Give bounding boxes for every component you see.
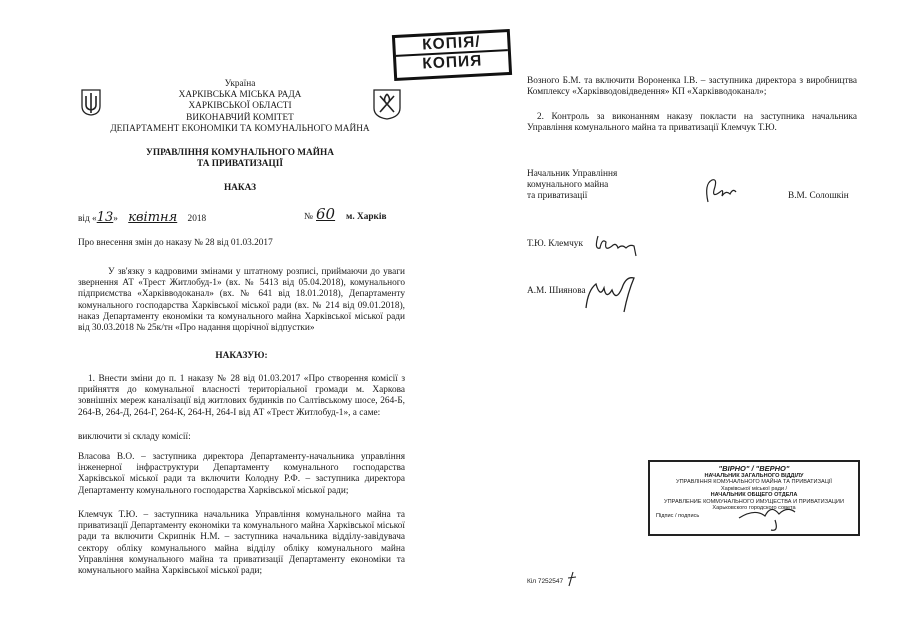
order-number: 60 bbox=[316, 205, 336, 223]
number-prefix: № bbox=[304, 212, 313, 222]
copy-stamp-line2: КОПИЯ bbox=[396, 49, 509, 74]
date-prefix: від « bbox=[78, 214, 97, 224]
approver-klemchuk: Т.Ю. Клемчук bbox=[527, 239, 583, 249]
item-2: 2. Контроль за виконанням наказу покласти на заступника начальника Управління комунального майна та приватизації Клемчук Т.Ю. bbox=[527, 112, 857, 134]
order-word: НАКАЗУЮ: bbox=[215, 351, 268, 361]
footer-signature bbox=[565, 570, 579, 588]
verify-line4: НАЧАЛЬНИК ОБЩЕГО ОТДЕЛА bbox=[710, 492, 798, 499]
verify-sign-label: Підпис / подпись bbox=[656, 513, 700, 520]
head-signature bbox=[700, 176, 740, 206]
verify-signature bbox=[735, 498, 805, 534]
verify-line1: НАЧАЛЬНИК ЗАГАЛЬНОГО ВІДДІЛУ bbox=[704, 473, 804, 479]
order-subject: Про внесення змін до наказу № 28 від 01.03.2017 bbox=[78, 238, 273, 248]
head-name: В.М. Солошкін bbox=[788, 191, 849, 201]
date-number-line bbox=[78, 205, 398, 228]
verify-title: "ВІРНО" / "ВЕРНО" bbox=[718, 464, 790, 473]
directorate-line2: ТА ПРИВАТИЗАЦІЇ bbox=[197, 159, 283, 170]
right-paragraph-1: Возного Б.М. та включити Вороненка І.В. – заступника директора з виробництва Комплексу «Харківводовідведення» КП «Харківводоканал»; bbox=[527, 76, 857, 98]
klemchuk-signature bbox=[592, 232, 642, 258]
date-month: квітня bbox=[128, 210, 178, 225]
sheet-count: Кіл 7252547 bbox=[527, 578, 564, 585]
verify-line3: Харківської міської ради / bbox=[720, 485, 788, 492]
directorate-line1: УПРАВЛІННЯ КОМУНАЛЬНОГО МАЙНА bbox=[146, 148, 334, 158]
header-country: Україна bbox=[224, 79, 256, 89]
header-committee: ВИКОНАВЧИЙ КОМІТЕТ bbox=[186, 112, 294, 123]
verify-line6: Харьковского городского совета bbox=[712, 505, 796, 512]
verify-line5: УПРАВЛЕНИЕ КОММУНАЛЬНОГО ИМУЩЕСТВА И ПРИВАТИЗАЦИИ bbox=[664, 498, 844, 505]
paragraph-vlasova: Власова В.О. – заступника директора Департаменту-начальника управління інженерної інфраструктури Департаменту комунального господарства Харківської міської ради та включити Колодну Р.Ф. – заступника директора Департаменту комунального господарства Харківської міської ради; bbox=[78, 452, 405, 496]
head-title-line3: та приватизації bbox=[527, 191, 588, 202]
order-place: м. Харків bbox=[346, 212, 387, 222]
doc-type: НАКАЗ bbox=[223, 183, 257, 193]
exclude-line: виключити зі складу комісії: bbox=[78, 432, 191, 442]
header-city-council: ХАРКІВСЬКА МІСЬКА РАДА bbox=[178, 90, 302, 101]
header-department: ДЕПАРТАМЕНТ ЕКОНОМІКИ ТА КОМУНАЛЬНОГО МАЙНА bbox=[110, 123, 370, 134]
date-mid: » bbox=[113, 214, 118, 224]
intro-paragraph: У зв'язку з кадровими змінами у штатному розписі, приймаючи до уваги звернення АТ «Трест Житлобуд-1» (вх. № 5413 від 05.04.2018), комунального підприємства «Харківводоканал» (вх. № 641 від 18.01.2018), Департаменту комунального господарства Харківської міської ради (вх. № 214 від 09.01.2018), наказ Департаменту економіки та комунального майна Харківської міської ради від 30.03.2018 № 25к/тн «Про надання щорічної відпустки» bbox=[78, 267, 405, 334]
date-day: 13 bbox=[96, 210, 114, 225]
copy-stamp-line1: КОПІЯ/ bbox=[421, 33, 482, 54]
head-title-line1: Начальник Управління bbox=[527, 169, 618, 179]
paragraph-klemchuk: Клемчук Т.Ю. – заступника начальника Управління комунального майна та приватизації Департаменту економіки та комунального майна Харківської міської ради та включити Скрипнік Н.М. – заступника начальника відділу-завідувача сектору обліку комунального майна відділу обліку комунального майна Управління комунального майна та приватизації Департаменту економіки та комунального майна Харківської міської ради; bbox=[78, 510, 405, 577]
verify-line2: УПРАВЛІННЯ КОМУНАЛЬНОГО МАЙНА ТА ПРИВАТИЗАЦІЇ bbox=[676, 479, 832, 486]
approver-shiyanova: А.М. Шиянова bbox=[527, 286, 586, 296]
item-1: 1. Внести зміни до п. 1 наказу № 28 від 01.03.2017 «Про створення комісії з прийняття до комунальної власності територіальної громади м. Харкова зовнішніх мереж каналізації від житлових будинків по Салтівському шосе, 264-Б, 264-В, 264-Д, 264-Г, 264-К, 264-Н, 264-І від АТ «Трест Житлобуд-1», а саме: bbox=[78, 374, 405, 418]
head-title bbox=[527, 169, 677, 203]
copy-stamp bbox=[392, 29, 512, 81]
shiyanova-signature bbox=[582, 272, 642, 314]
header-oblast: ХАРКІВСЬКОЇ ОБЛАСТІ bbox=[188, 101, 292, 112]
date-year: 2018 bbox=[187, 214, 207, 224]
head-title-line2: комунального майна bbox=[527, 180, 609, 191]
